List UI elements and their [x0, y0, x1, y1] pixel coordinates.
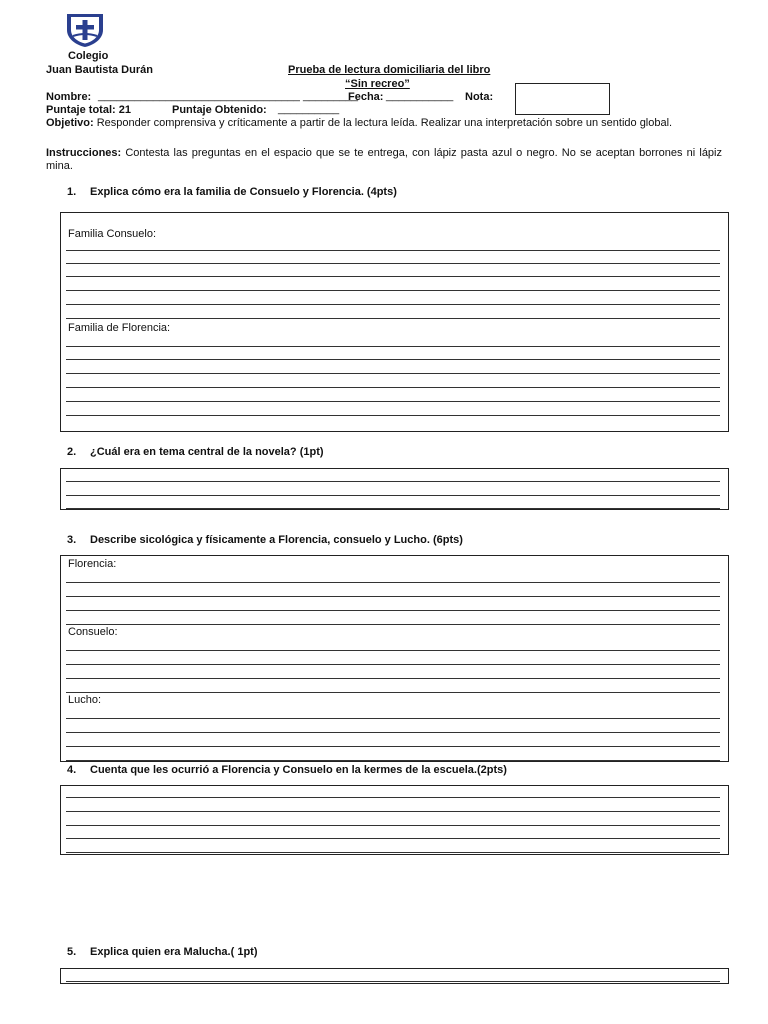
instructions-paragraph: [46, 147, 722, 173]
answer-line[interactable]: [66, 495, 720, 496]
question-text: ¿Cuál era en tema central de la novela? (1pt): [90, 446, 324, 458]
answer-line[interactable]: [66, 387, 720, 388]
answer-line[interactable]: [66, 692, 720, 693]
answer-line[interactable]: [66, 760, 720, 761]
subsection-familia-florencia: Familia de Florencia:: [68, 322, 171, 334]
answer-line[interactable]: [66, 346, 720, 347]
subsection-lucho: Lucho:: [68, 694, 102, 706]
instructions-label: Instrucciones:: [46, 147, 122, 159]
answer-line[interactable]: [66, 624, 720, 625]
answer-box-4[interactable]: [60, 785, 729, 855]
answer-line[interactable]: [66, 838, 720, 839]
question-number: 3.: [67, 534, 77, 546]
answer-line[interactable]: [66, 401, 720, 402]
total-score-label: Puntaje total: 21: [46, 104, 131, 116]
subsection-florencia: Florencia:: [68, 558, 117, 570]
answer-line[interactable]: [66, 582, 720, 583]
grade-box[interactable]: [515, 83, 610, 115]
answer-line[interactable]: [66, 373, 720, 374]
answer-line[interactable]: [66, 650, 720, 651]
objective-paragraph: [46, 117, 722, 130]
answer-line[interactable]: [66, 481, 720, 482]
question-text: Cuenta que les ocurrió a Florencia y Consuelo en la kermes de la escuela.(2pts): [90, 764, 507, 776]
objective-label: Objetivo:: [46, 117, 94, 129]
question-text: Explica cómo era la familia de Consuelo y Florencia. (4pts): [90, 186, 397, 198]
question-number: 1.: [67, 186, 77, 198]
date-label: Fecha:: [348, 91, 384, 103]
instructions-text: Contesta las preguntas en el espacio que se te entrega, con lápiz pasta azul o negro. No se aceptan borrones ni lápiz mina.: [46, 147, 722, 172]
name-label: Nombre:: [46, 91, 92, 103]
answer-line[interactable]: [66, 290, 720, 291]
question-3-heading: [67, 534, 463, 546]
name-field[interactable]: _________________________________ _________: [98, 90, 358, 102]
date-field[interactable]: ___________: [386, 90, 454, 102]
answer-line[interactable]: [66, 508, 720, 509]
answer-line[interactable]: [66, 359, 720, 360]
answer-line[interactable]: [66, 797, 720, 798]
answer-line[interactable]: [66, 732, 720, 733]
school-logo: [64, 12, 106, 48]
question-2-heading: [67, 446, 324, 458]
book-title: “Sin recreo”: [345, 78, 410, 90]
question-number: 5.: [67, 946, 77, 958]
answer-line[interactable]: [66, 263, 720, 264]
answer-line[interactable]: [66, 852, 720, 853]
question-4-heading: [67, 764, 507, 776]
question-number: 2.: [67, 446, 77, 458]
answer-line[interactable]: [66, 811, 720, 812]
question-1-heading: [67, 186, 397, 198]
answer-box-3[interactable]: [60, 555, 729, 762]
answer-line[interactable]: [66, 718, 720, 719]
objective-text: Responder comprensiva y críticamente a partir de la lectura leída. Realizar una interpretación sobre un sentido global.: [96, 117, 673, 129]
answer-line[interactable]: [66, 825, 720, 826]
question-text: Explica quien era Malucha.( 1pt): [90, 946, 258, 958]
answer-line[interactable]: [66, 304, 720, 305]
answer-line[interactable]: [66, 250, 720, 251]
answer-line[interactable]: [66, 276, 720, 277]
obtained-score-label: Puntaje Obtenido:: [172, 104, 267, 116]
answer-line[interactable]: [66, 596, 720, 597]
answer-line[interactable]: [66, 318, 720, 319]
answer-line[interactable]: [66, 664, 720, 665]
school-name-line1: Colegio: [68, 50, 109, 62]
obtained-score-field[interactable]: __________: [278, 103, 340, 115]
school-name-line2: Juan Bautista Durán: [46, 64, 153, 76]
test-title: Prueba de lectura domiciliaria del libro: [288, 64, 491, 76]
answer-box-2[interactable]: [60, 468, 729, 510]
question-text: Describe sicológica y físicamente a Florencia, consuelo y Lucho. (6pts): [90, 534, 463, 546]
subsection-familia-consuelo: Familia Consuelo:: [68, 228, 157, 240]
question-5-heading: [67, 946, 258, 958]
answer-line[interactable]: [66, 415, 720, 416]
question-number: 4.: [67, 764, 77, 776]
answer-line[interactable]: [66, 746, 720, 747]
answer-line[interactable]: [66, 610, 720, 611]
grade-label: Nota:: [465, 91, 494, 103]
answer-line[interactable]: [66, 981, 720, 982]
subsection-consuelo: Consuelo:: [68, 626, 118, 638]
answer-line[interactable]: [66, 678, 720, 679]
